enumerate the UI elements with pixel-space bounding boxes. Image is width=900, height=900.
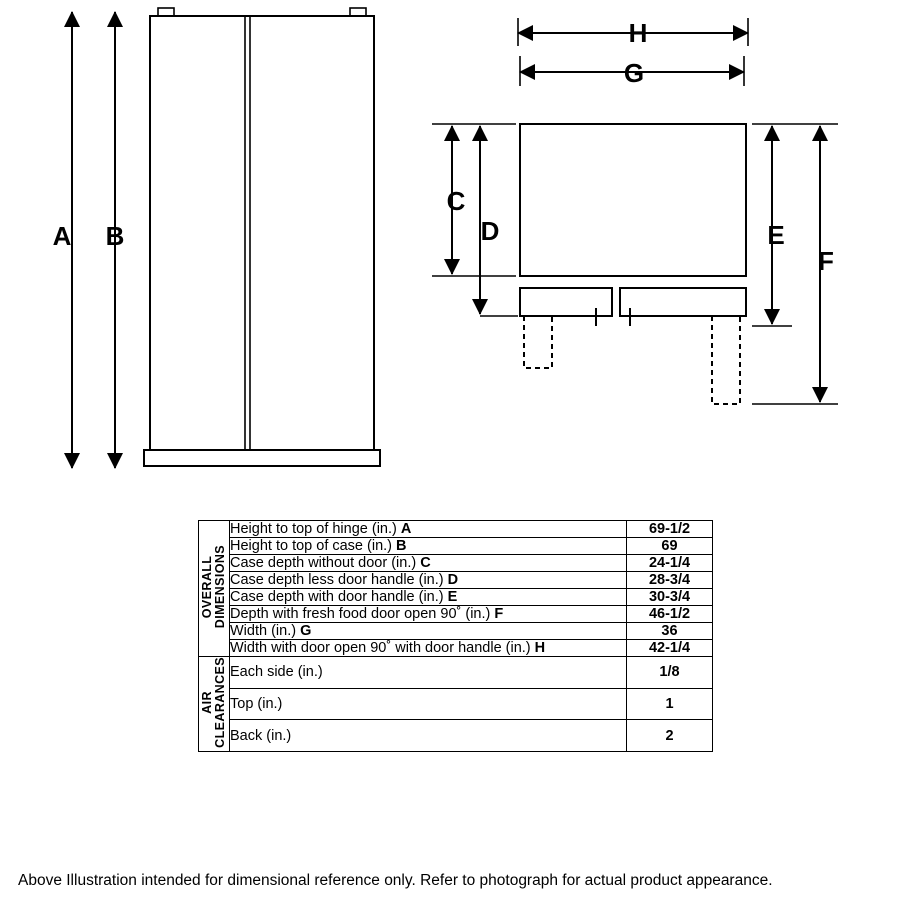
row-value: 46-1/2 xyxy=(627,606,713,623)
dimension-label-b: B xyxy=(105,221,125,251)
row-value: 36 xyxy=(627,623,713,640)
dimension-label-g: G xyxy=(623,58,645,88)
group-label-overall-dimensions xyxy=(199,521,230,657)
row-description xyxy=(230,521,627,538)
row-letter: H xyxy=(534,640,546,656)
row-description-text: Case depth with door handle (in.) xyxy=(230,589,444,605)
group-label-line-2: DIMENSIONS xyxy=(213,545,227,629)
row-description-text: Width (in.) xyxy=(230,623,297,639)
table-row xyxy=(199,623,713,640)
table-row xyxy=(199,538,713,555)
dimension-g xyxy=(520,56,744,88)
row-description xyxy=(230,720,627,752)
dimension-d xyxy=(480,126,518,316)
dimension-label-h: H xyxy=(628,18,648,48)
table-row xyxy=(199,521,713,538)
table-row xyxy=(199,589,713,606)
row-description-text: Height to top of case (in.) xyxy=(230,538,392,554)
row-description-text: Each side (in.) xyxy=(230,664,323,681)
row-value: 69-1/2 xyxy=(627,521,713,538)
row-value: 30-3/4 xyxy=(627,589,713,606)
row-description xyxy=(230,688,627,720)
specifications-table xyxy=(198,520,713,752)
row-description-text: Top (in.) xyxy=(230,695,283,712)
row-description-text: Case depth without door (in.) xyxy=(230,555,417,571)
dimension-label-d: D xyxy=(480,216,500,246)
dimension-label-a: A xyxy=(52,221,72,251)
group-label-air-clearances xyxy=(199,657,230,752)
dimension-e xyxy=(752,124,838,326)
row-description-text: Back (in.) xyxy=(230,727,292,744)
row-description-text: Case depth less door handle (in.) xyxy=(230,572,444,588)
dimension-label-f: F xyxy=(818,246,834,276)
row-letter: F xyxy=(494,606,504,622)
footnote-text: Above Illustration intended for dimensional reference only. Refer to photograph for actual product appearance. xyxy=(18,872,773,889)
row-description xyxy=(230,555,627,572)
row-value: 1/8 xyxy=(627,657,713,689)
table-row xyxy=(199,606,713,623)
row-value: 28-3/4 xyxy=(627,572,713,589)
row-letter: C xyxy=(420,555,431,571)
row-description xyxy=(230,589,627,606)
row-letter: G xyxy=(300,623,312,639)
row-description-text: Height to top of hinge (in.) xyxy=(230,521,397,537)
dimension-label-e: E xyxy=(767,220,785,250)
side-view-drawing xyxy=(144,8,380,466)
row-value: 42-1/4 xyxy=(627,640,713,657)
group-label-line-1: OVERALL xyxy=(199,555,214,619)
table-row xyxy=(199,688,713,720)
row-letter: A xyxy=(400,521,412,537)
row-value: 69 xyxy=(627,538,713,555)
row-value: 1 xyxy=(627,688,713,720)
dimension-f xyxy=(752,126,838,404)
top-view-drawing xyxy=(520,124,746,404)
row-description xyxy=(230,538,627,555)
table-row xyxy=(199,555,713,572)
row-letter: E xyxy=(447,589,458,605)
row-description-text: Depth with fresh food door open 90˚ (in.) xyxy=(230,606,491,622)
dimension-b xyxy=(106,12,125,468)
row-letter: B xyxy=(396,538,407,554)
group-label-line-2: CLEARANCES xyxy=(213,657,227,748)
group-label-line-1: AIR xyxy=(199,691,214,714)
dimension-h xyxy=(518,18,748,48)
row-description xyxy=(230,640,627,657)
dimension-label-c: C xyxy=(446,186,466,216)
specifications-table-container xyxy=(198,520,713,752)
row-description-text: Width with door open 90˚ with door handle (in.) xyxy=(230,640,531,656)
table-row xyxy=(199,572,713,589)
table-row xyxy=(199,720,713,752)
dimension-c xyxy=(432,124,516,276)
table-row xyxy=(199,640,713,657)
row-description xyxy=(230,657,627,689)
row-value: 24-1/4 xyxy=(627,555,713,572)
row-value: 2 xyxy=(627,720,713,752)
row-letter: D xyxy=(447,572,459,588)
table-row xyxy=(199,657,713,689)
row-description xyxy=(230,572,627,589)
row-description xyxy=(230,606,627,623)
row-description xyxy=(230,623,627,640)
dimension-a xyxy=(53,12,72,468)
